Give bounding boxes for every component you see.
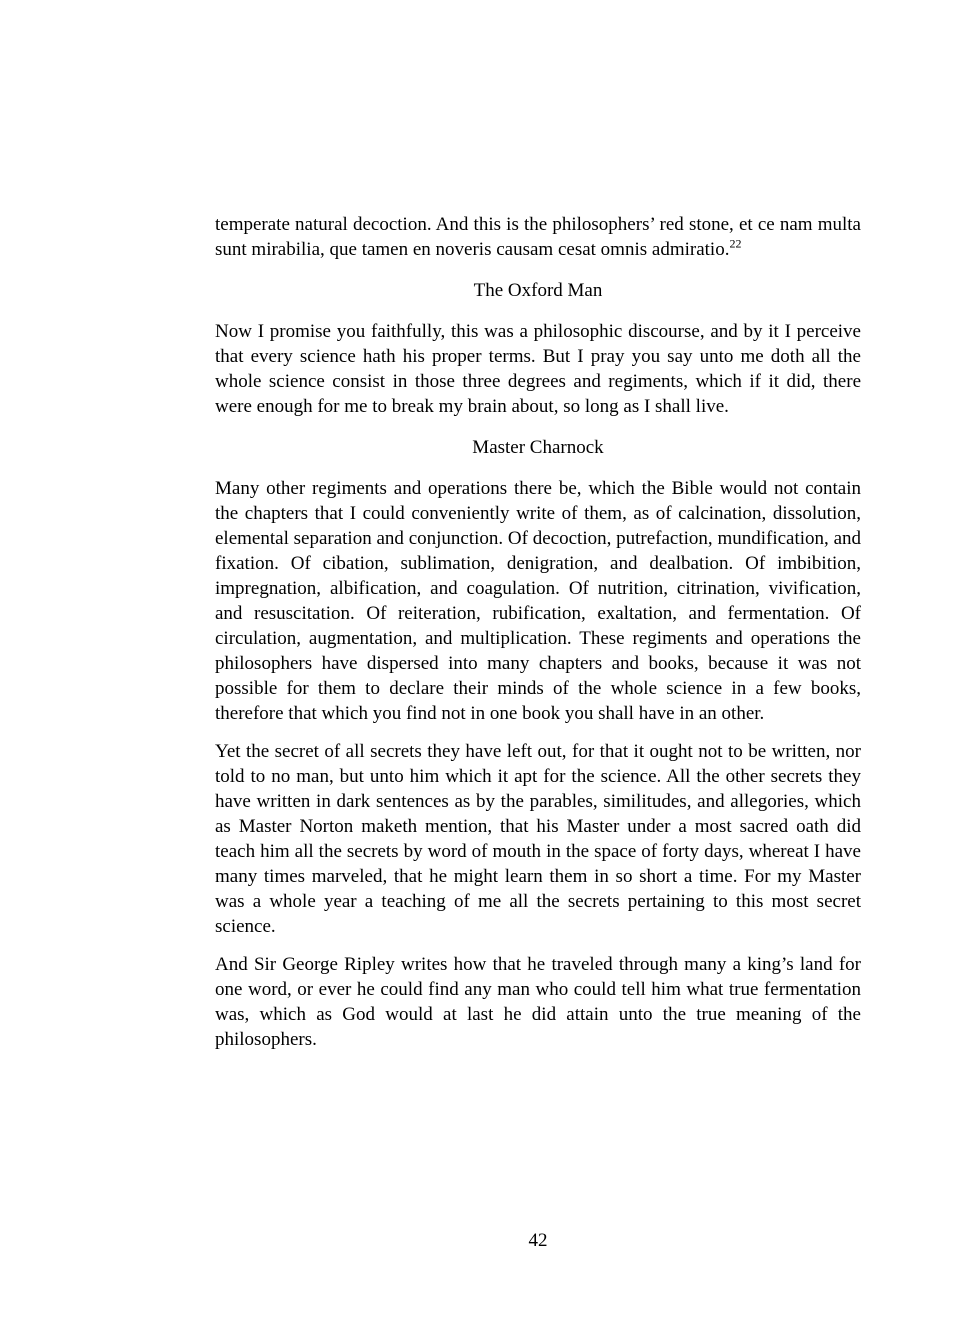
text-block: [215, 212, 861, 1065]
page-number: 42: [528, 1230, 548, 1251]
body-paragraph-george-ripley: And Sir George Ripley writes how that he traveled through many a king’s land for one word, or ever he could find any man who could tell him what true fermentation was, which as God would at last he did attain unto the true meaning of the philosophers.: [215, 954, 861, 1050]
body-paragraph-regiments-operations: Many other regiments and operations there be, which the Bible would not contain the chapters that I could conveniently write of them, as of calcination, dissolution, elemental separation and conjunction. Of decoction, putrefaction, mundification, and fixation. Of cibation, sublimation, denigration, and dealbation. Of imbibition, impregnation, albification, and coagulation. Of nutrition, citrination, vivification, and resuscitation. Of reiteration, rubification, exaltation, and fermentation. Of circulation, augmentation, and multiplication. These regiments and operations the philosophers have dispersed into many chapters and books, because it was not possible for them to declare their minds of the whole science in a few books, therefore that which you find not in one book you shall have in an other.: [215, 478, 861, 724]
body-paragraph-oxford-man-speech: Now I promise you faithfully, this was a philosophic discourse, and by it I perceive that every science hath his proper terms. But I pray you say unto me doth all the whole science consist in those three degrees and regiments, which if it did, there were enough for me to break my brain about, so long as I shall live.: [215, 321, 861, 417]
body-paragraph-red-stone: [215, 212, 861, 262]
footnote-reference-22: 22: [729, 236, 742, 251]
section-heading-oxford-man: The Oxford Man: [473, 280, 603, 301]
body-paragraph-secret-of-secrets: Yet the secret of all secrets they have left out, for that it ought not to be written, nor told to no man, but unto him which it apt for the science. All the other secrets they have written in dark sentences as by the parables, similitudes, and allegories, which as Master Norton maketh mention, that his Master under a most sacred oath did teach him all the secrets by word of mouth in the space of forty days, whereat I have many times marveled, that he might learn them in so short a time. For my Master was a whole year a teaching of me all the secrets pertaining to this most secret science.: [215, 741, 861, 937]
body-paragraph-red-stone-text: temperate natural decoction. And this is the philosophers’ red stone, et ce nam multa sunt mirabilia, que tamen en noveris causam cesat omnis admiratio.: [215, 214, 861, 260]
section-heading-master-charnock: Master Charnock: [472, 437, 604, 458]
